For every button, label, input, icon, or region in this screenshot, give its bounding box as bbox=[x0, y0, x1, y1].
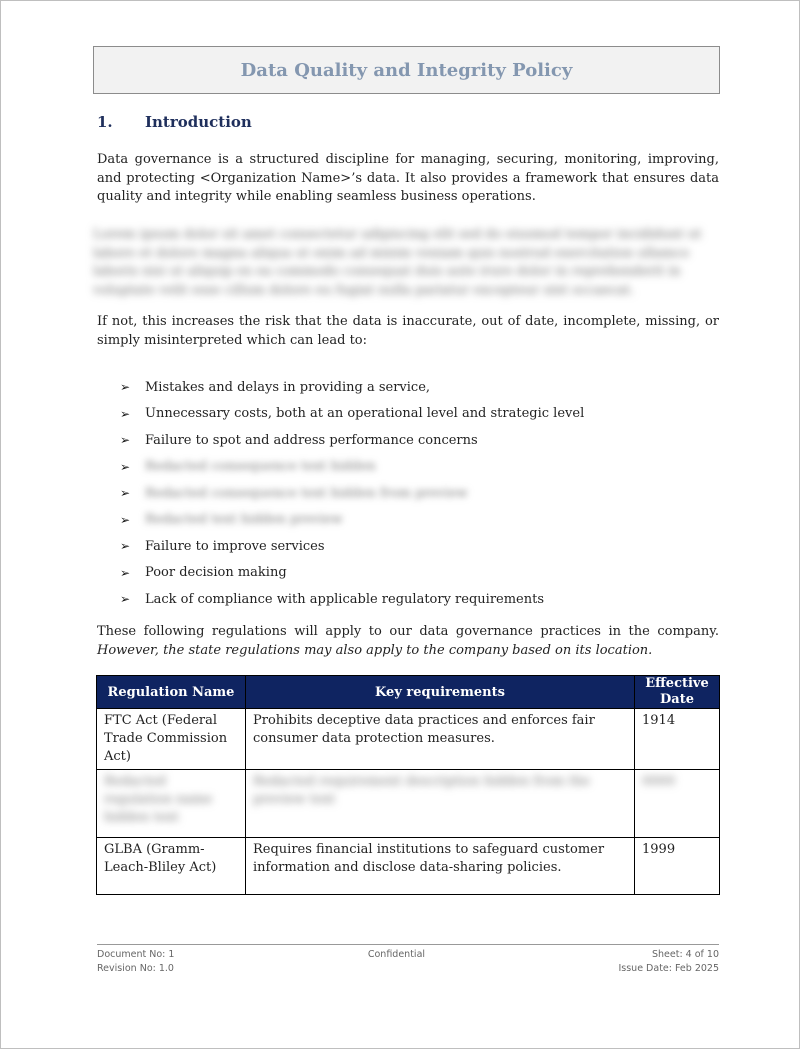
list-item: ➢ Poor decision making bbox=[120, 565, 287, 581]
arrow-bullet-icon: ➢ bbox=[120, 539, 131, 554]
document-title: Data Quality and Integrity Policy bbox=[240, 59, 573, 81]
list-item: ➢ Failure to spot and address performance concerns bbox=[120, 432, 478, 448]
list-item: ➢ Failure to improve services bbox=[120, 538, 325, 554]
intro-paragraph: Data governance is a structured discipline for managing, securing, monitoring, improving, and protecting <Organization Name>’s data. It also provides a framework that ensures data quality and integrity while enabling seamless business operations. bbox=[97, 152, 719, 204]
list-item: ➢ Mistakes and delays in providing a service, bbox=[120, 379, 431, 395]
regulations-paragraph: These following regulations will apply to our data governance practices in the company. However, the state regulations may also apply to the company based on its location. bbox=[97, 624, 719, 658]
section-heading bbox=[97, 113, 252, 131]
cell-effective-date: 1914 bbox=[635, 709, 720, 770]
cell-key-requirements: Prohibits deceptive data practices and enforces fair consumer data protection measures. bbox=[246, 709, 635, 770]
sheet-number: Sheet: 4 of 10 bbox=[651, 949, 719, 960]
revision-number: Revision No: 1.0 bbox=[97, 963, 174, 974]
table-row-redacted: Redacted regulation name hidden text Redacted requirement description hidden from the preview text 0000 bbox=[97, 770, 720, 838]
document-number: Document No: 1 bbox=[97, 949, 175, 960]
list-item-redacted: ➢ Redacted text hidden preview bbox=[120, 512, 343, 528]
cell-regulation-name: FTC Act (Federal Trade Commission Act) bbox=[97, 709, 246, 770]
arrow-bullet-icon: ➢ bbox=[120, 433, 131, 448]
risk-paragraph: If not, this increases the risk that the data is inaccurate, out of date, incomplete, missing, or simply misinterpreted which can lead to: bbox=[97, 314, 719, 348]
consequence-list bbox=[120, 374, 720, 613]
redacted-paragraph: Lorem ipsum dolor sit amet consectetur adipiscing elit sed do eiusmod tempor incididunt ut labore et dolore magna aliqua ut enim ad minim veniam quis nostrud exercitation ullamco laboris nisi ut aliquip ex ea commodo consequat duis aute irure dolor in reprehenderit in voluptate velit esse cillum dolore eu fugiat nulla pariatur excepteur sint occaecat. bbox=[93, 227, 702, 298]
arrow-bullet-icon: ➢ bbox=[120, 459, 131, 474]
footer-classification: Confidential bbox=[367, 949, 426, 960]
arrow-bullet-icon: ➢ bbox=[120, 512, 131, 527]
arrow-bullet-icon: ➢ bbox=[120, 380, 131, 395]
table-row bbox=[97, 709, 720, 770]
document-title-box bbox=[93, 46, 720, 94]
table-row bbox=[97, 838, 720, 895]
cell-regulation-name: GLBA (Gramm-Leach-Bliley Act) bbox=[97, 838, 246, 895]
arrow-bullet-icon: ➢ bbox=[120, 592, 131, 607]
page-footer bbox=[97, 944, 719, 976]
cell-key-requirements: Requires financial institutions to safeguard customer information and disclose data-sharing policies. bbox=[246, 838, 635, 895]
list-item: ➢ Unnecessary costs, both at an operational level and strategic level bbox=[120, 406, 585, 422]
list-item-redacted: ➢ Redacted consequence text hidden from preview bbox=[120, 485, 468, 501]
section-number: 1. bbox=[97, 113, 113, 131]
footer-right bbox=[618, 948, 719, 976]
cell-effective-date: 1999 bbox=[635, 838, 720, 895]
header-regulation-name: Regulation Name bbox=[97, 676, 246, 709]
arrow-bullet-icon: ➢ bbox=[120, 486, 131, 501]
header-effective-date: Effective Date bbox=[635, 676, 720, 709]
arrow-bullet-icon: ➢ bbox=[120, 406, 131, 421]
section-title: Introduction bbox=[145, 113, 252, 131]
list-item-redacted: ➢ Redacted consequence text hidden bbox=[120, 459, 376, 475]
header-key-requirements: Key requirements bbox=[246, 676, 635, 709]
issue-date: Issue Date: Feb 2025 bbox=[618, 963, 719, 974]
table-header-row bbox=[97, 676, 720, 709]
list-item: ➢ Lack of compliance with applicable regulatory requirements bbox=[120, 591, 545, 607]
footer-left bbox=[97, 948, 174, 976]
regulations-table bbox=[96, 675, 720, 895]
arrow-bullet-icon: ➢ bbox=[120, 565, 131, 580]
